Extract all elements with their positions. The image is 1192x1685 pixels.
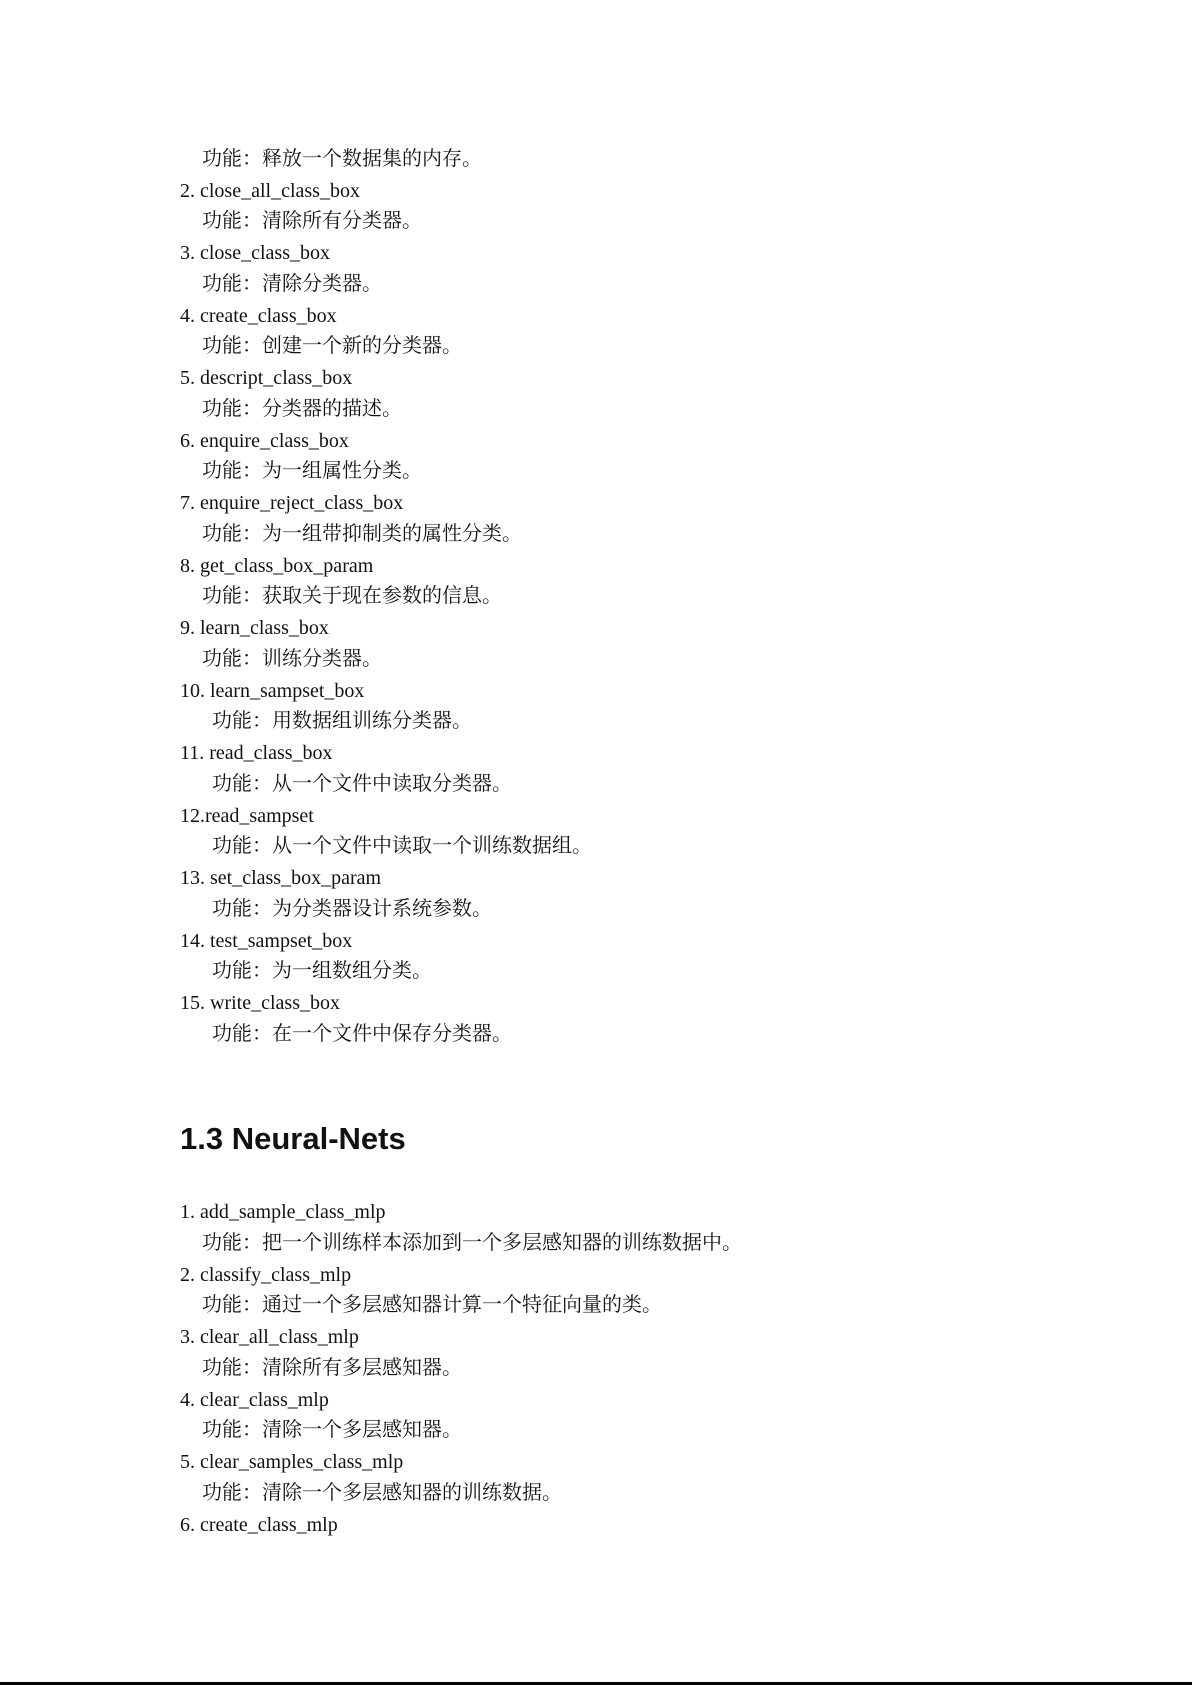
list-item-name: 1. add_sample_class_mlp	[180, 1201, 386, 1223]
list-item-name: 6. enquire_class_box	[180, 430, 349, 452]
list-item-name: 4. clear_class_mlp	[180, 1389, 329, 1411]
list-item-name: 2. classify_class_mlp	[180, 1264, 352, 1286]
list-item-name: 6. create_class_mlp	[180, 1514, 338, 1536]
list-item-name: 5. descript_class_box	[180, 367, 353, 389]
list-item-name: 13. set_class_box_param	[180, 867, 382, 889]
list-item-name: 3. clear_all_class_mlp	[180, 1326, 359, 1348]
list-item-name: 2. close_all_class_box	[180, 180, 360, 202]
list-item-description: 功能：为分类器设计系统参数。	[212, 898, 492, 920]
list-item-description: 功能：获取关于现在参数的信息。	[202, 585, 502, 607]
list-item-description: 功能：清除所有多层感知器。	[202, 1357, 462, 1379]
list-item-description: 功能：把一个训练样本添加到一个多层感知器的训练数据中。	[202, 1232, 742, 1254]
list-item-name: 14. test_sampset_box	[180, 930, 353, 952]
list-item-description: 功能：从一个文件中读取一个训练数据组。	[212, 835, 592, 857]
list-item-name: 15. write_class_box	[180, 992, 340, 1014]
list-item-description: 功能：清除一个多层感知器的训练数据。	[202, 1482, 562, 1504]
list-item-description: 功能：创建一个新的分类器。	[202, 335, 462, 357]
list-item-name: 11. read_class_box	[180, 742, 333, 764]
list-item-description: 功能：从一个文件中读取分类器。	[212, 773, 512, 795]
list-item-name: 8. get_class_box_param	[180, 555, 374, 577]
list-item-description: 功能：分类器的描述。	[202, 398, 402, 420]
list-item-description: 功能：在一个文件中保存分类器。	[212, 1023, 512, 1045]
list-item-name: 5. clear_samples_class_mlp	[180, 1451, 404, 1473]
list-item-description: 功能：为一组属性分类。	[202, 460, 422, 482]
list-item-description: 功能：清除分类器。	[202, 273, 382, 295]
list-item-description: 功能：清除所有分类器。	[202, 210, 422, 232]
list-item-name: 4. create_class_box	[180, 305, 337, 327]
list-item-name: 12.read_sampset	[180, 805, 314, 827]
list-item-description: 功能：用数据组训练分类器。	[212, 710, 472, 732]
list-item-description: 功能：为一组数组分类。	[212, 960, 432, 982]
list-item-description: 功能：通过一个多层感知器计算一个特征向量的类。	[202, 1294, 662, 1316]
list-item-name: 7. enquire_reject_class_box	[180, 492, 404, 514]
list-item-description: 功能：为一组带抑制类的属性分类。	[202, 523, 522, 545]
list-item-description: 功能：清除一个多层感知器。	[202, 1419, 462, 1441]
list-item-name: 3. close_class_box	[180, 242, 330, 264]
list-item-description: 功能：释放一个数据集的内存。	[202, 148, 482, 170]
section-heading: 1.3 Neural-Nets	[180, 1121, 406, 1156]
list-item-name: 10. learn_sampset_box	[180, 680, 365, 702]
list-item-description: 功能：训练分类器。	[202, 648, 382, 670]
list-item-name: 9. learn_class_box	[180, 617, 329, 639]
